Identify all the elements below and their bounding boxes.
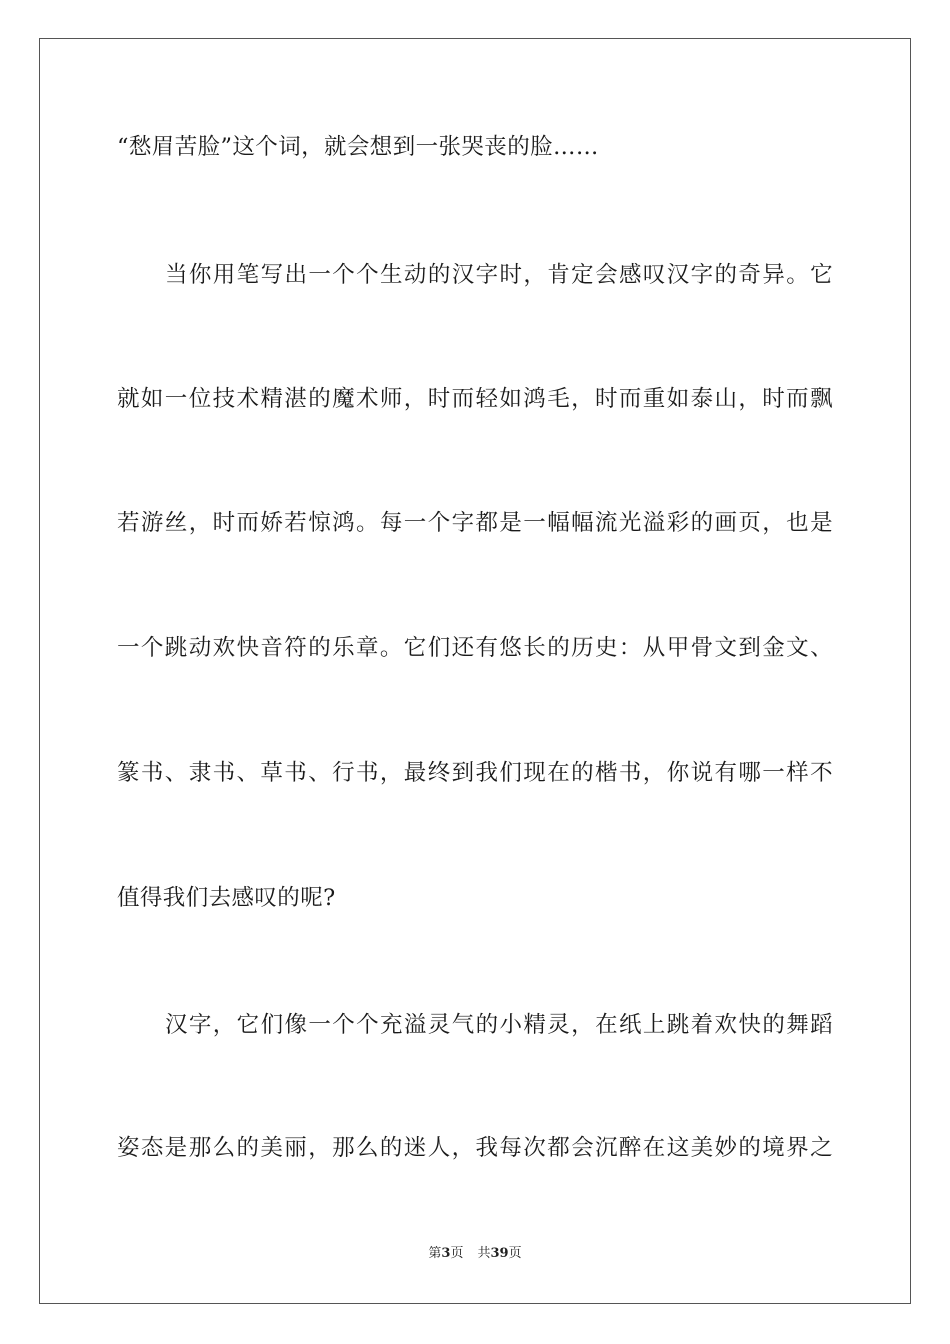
page-border (39, 38, 911, 1304)
footer-total-pages: 39 (490, 1246, 509, 1261)
page-footer (0, 1245, 950, 1263)
footer-page-suffix: 页 (450, 1246, 464, 1261)
body-line-1: “愁眉苦脸”这个词，就会想到一张哭丧的脸…… (117, 134, 599, 160)
footer-page-prefix: 第 (428, 1246, 442, 1261)
body-line-6: 篆书、隶书、草书、行书，最终到我们现在的楷书，你说有哪一样不 (117, 760, 833, 786)
body-line-9: 姿态是那么的美丽，那么的迷人，我每次都会沉醉在这美妙的境界之 (117, 1135, 833, 1161)
footer-total-suffix: 页 (508, 1246, 522, 1261)
body-line-5: 一个跳动欢快音符的乐章。它们还有悠长的历史：从甲骨文到金文、 (117, 635, 833, 661)
body-line-8: 汉字，它们像一个个充溢灵气的小精灵，在纸上跳着欢快的舞蹈 (165, 1012, 833, 1038)
footer-total-prefix: 共 (477, 1246, 491, 1261)
body-line-7: 值得我们去感叹的呢? (117, 885, 336, 911)
body-line-2: 当你用笔写出一个个生动的汉字时，肯定会感叹汉字的奇异。它 (165, 262, 833, 288)
body-line-4: 若游丝，时而娇若惊鸿。每一个字都是一幅幅流光溢彩的画页，也是 (117, 510, 833, 536)
body-line-3: 就如一位技术精湛的魔术师，时而轻如鸿毛，时而重如泰山，时而飘 (117, 386, 833, 412)
footer-page-number: 3 (441, 1246, 451, 1261)
